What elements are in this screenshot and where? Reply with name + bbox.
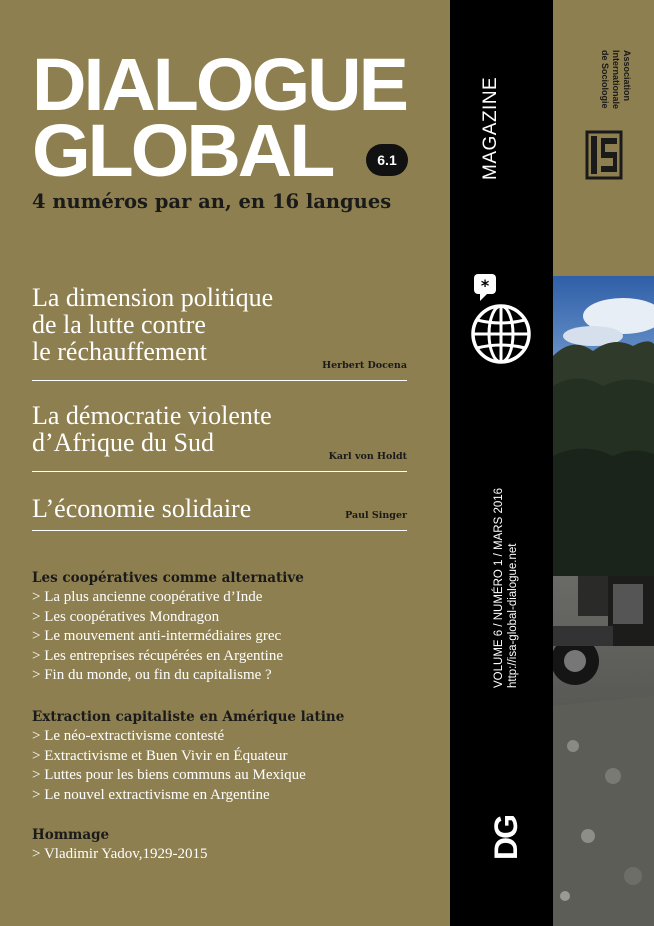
feature-article[interactable] xyxy=(32,495,407,531)
feature-title-line: La dimension politique xyxy=(32,283,274,312)
section-hommage xyxy=(32,826,432,865)
feature-title-line: L’économie solidaire xyxy=(32,494,252,523)
spine-dg-logo: DG xyxy=(488,816,524,860)
feature-title-line: La démocratie violente xyxy=(32,401,272,430)
list-item[interactable]: > Le nouvel extractivisme en Argentine xyxy=(32,786,270,803)
logo-line-2: GLOBAL xyxy=(32,109,333,192)
list-item[interactable]: > Les coopératives Mondragon xyxy=(32,608,220,625)
svg-text:*: * xyxy=(480,276,490,295)
spine-volume: VOLUME 6 / NUMÉRO 1 / MARS 2016 xyxy=(493,487,505,688)
feature-title-line: le réchauffement xyxy=(32,337,207,366)
list-item[interactable]: > Fin du monde, ou fin du capitalisme ? xyxy=(32,667,272,683)
isa-name-line: Association xyxy=(622,50,632,102)
globe-speech-icon xyxy=(466,270,536,370)
feature-article[interactable] xyxy=(32,284,407,381)
feature-title-line: de la lutte contre xyxy=(32,310,206,339)
isa-name-line: Internationale xyxy=(611,50,621,110)
list-item[interactable]: > La plus ancienne coopérative d’Inde xyxy=(32,589,263,605)
spine-volume-info xyxy=(492,488,520,688)
section-title: Extraction capitaliste en Amérique latine xyxy=(32,709,345,725)
cover-photo xyxy=(553,276,654,926)
section-cooperatives xyxy=(32,569,432,686)
spine-url[interactable]: http://isa-global-dialogue.net xyxy=(507,543,519,688)
feature-title-line: d’Afrique du Sud xyxy=(32,428,214,457)
list-item[interactable]: > Le néo-extractivisme contesté xyxy=(32,728,225,744)
list-item[interactable]: > Extractivisme et Buen Vivir en Équateur xyxy=(32,747,288,764)
issue-badge: 6.1 xyxy=(366,144,408,176)
spine-magazine-label: MAGAZINE xyxy=(480,76,501,180)
logo-line-1: DIALOGUE xyxy=(32,43,406,126)
list-item[interactable]: > Vladimir Yadov,1929-2015 xyxy=(32,846,208,862)
feature-author: Paul Singer xyxy=(345,510,407,521)
list-item[interactable]: > Luttes pour les biens communs au Mexique xyxy=(32,767,306,783)
feature-article[interactable] xyxy=(32,402,407,472)
isa-logo-icon xyxy=(585,130,623,180)
isa-name xyxy=(599,50,632,109)
list-item[interactable]: > Le mouvement anti-intermédiaires grec xyxy=(32,628,282,644)
feature-author: Herbert Docena xyxy=(322,360,407,371)
isa-name-line: de Sociologie xyxy=(600,50,610,109)
list-item[interactable]: > Les entreprises récupérées en Argentine xyxy=(32,647,283,664)
feature-author: Karl von Holdt xyxy=(328,451,407,462)
section-title: Les coopératives comme alternative xyxy=(32,570,304,586)
tagline: 4 numéros par an, en 16 langues xyxy=(32,190,392,213)
feature-title xyxy=(32,284,407,365)
section-extraction xyxy=(32,708,432,805)
section-title: Hommage xyxy=(32,827,110,843)
feature-title xyxy=(32,402,407,456)
